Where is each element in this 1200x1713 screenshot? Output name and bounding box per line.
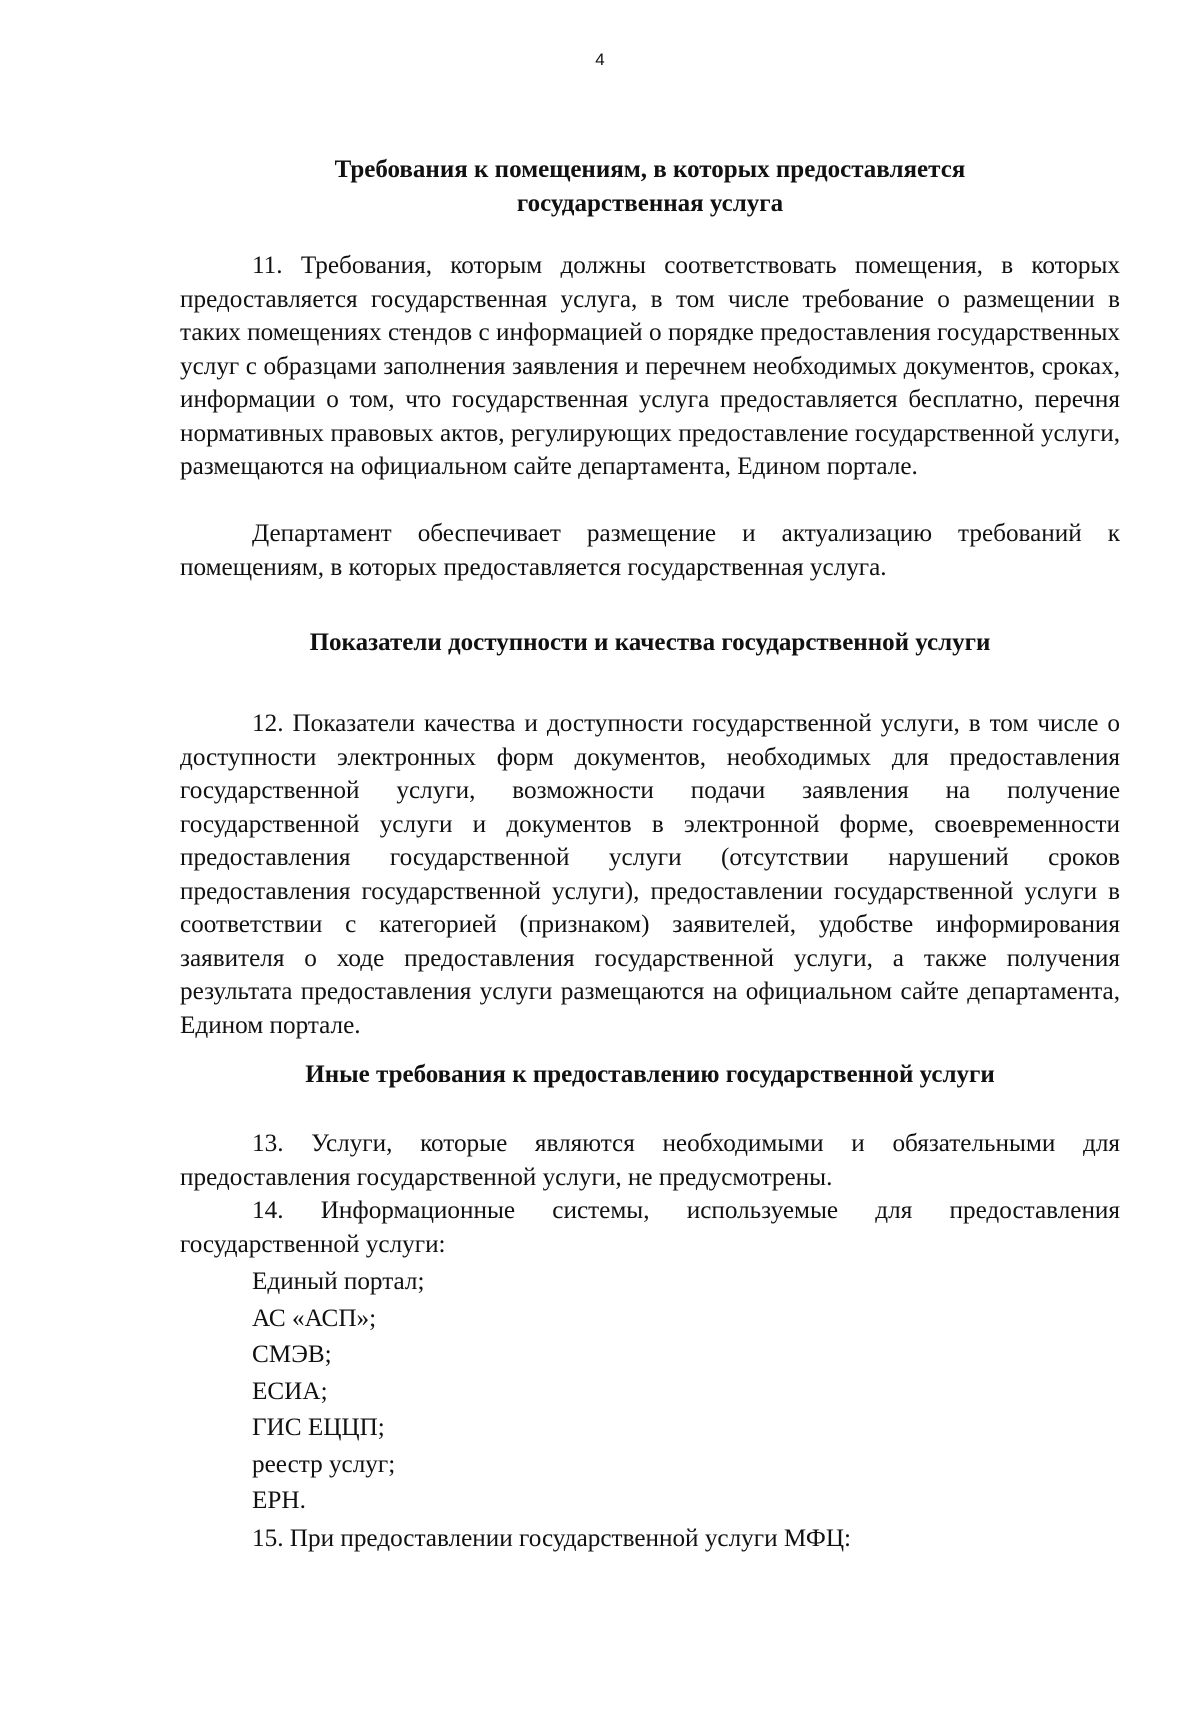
list-item: Единый портал; <box>252 1268 425 1295</box>
section-heading-other-requirements: Иные требования к предоставлению государственной услуги <box>305 1061 995 1088</box>
list-item: АС «АСП»; <box>252 1304 377 1332</box>
section-heading-premises <box>180 153 1120 221</box>
list-item: ГИС ЕЦЦП; <box>252 1414 385 1441</box>
list-item: ЕСИА; <box>252 1377 328 1405</box>
paragraph-11: 11. Требования, которым должны соответствовать помещения, в которых предоставляется государственная услуга, в том числе требование о размещении в таких помещениях стендов с информацией о порядке предоставления государственных услуг с образцами заполнения заявления и перечнем необходимых документов, сроках, информации о том, что государственная услуга предоставляется бесплатно, перечня нормативных правовых актов, регулирующих предоставление государственной услуги, размещаются на официальном сайте департамента, Едином портале. <box>180 252 1120 480</box>
list-item: ЕРН. <box>252 1487 306 1514</box>
paragraph-12: 12. Показатели качества и доступности государственной услуги, в том числе о доступности электронных форм документов, необходимых для предоставления государственной услуги, возможности подачи заявления на получение государственной услуги и документов в электронной форме, своевременности предоставления государственной услуги (отсутствии нарушений сроков предоставления государственной услуги), предоставлении государственной услуги в соответствии с категорией (признаком) заявителей, удобстве информирования заявителя о ходе предоставления государственной услуги, а также получения результата предоставления услуги размещаются на официальном сайте департамента, Едином портале. <box>180 710 1120 1039</box>
paragraph-14: 14. Информационные системы, используемые для предоставления государственной услуги: <box>180 1197 1120 1258</box>
paragraph-15: 15. При предоставлении государственной услуги МФЦ: <box>252 1525 852 1552</box>
paragraph-11-department: Департамент обеспечивает размещение и актуализацию требований к помещениям, в которых предоставляется государственная услуга. <box>180 520 1120 581</box>
list-item: реестр услуг; <box>252 1450 396 1478</box>
information-systems-list <box>252 1264 424 1520</box>
heading-line-1: Требования к помещениям, в которых предоставляется <box>334 156 966 183</box>
heading-line-2: государственная услуга <box>516 190 784 217</box>
page-number: 4 <box>595 50 605 69</box>
section-heading-indicators: Показатели доступности и качества государственной услуги <box>309 629 991 656</box>
paragraph-13: 13. Услуги, которые являются необходимыми и обязательными для предоставления государственной услуги, не предусмотрены. <box>180 1130 1120 1191</box>
list-item: СМЭВ; <box>252 1341 332 1368</box>
